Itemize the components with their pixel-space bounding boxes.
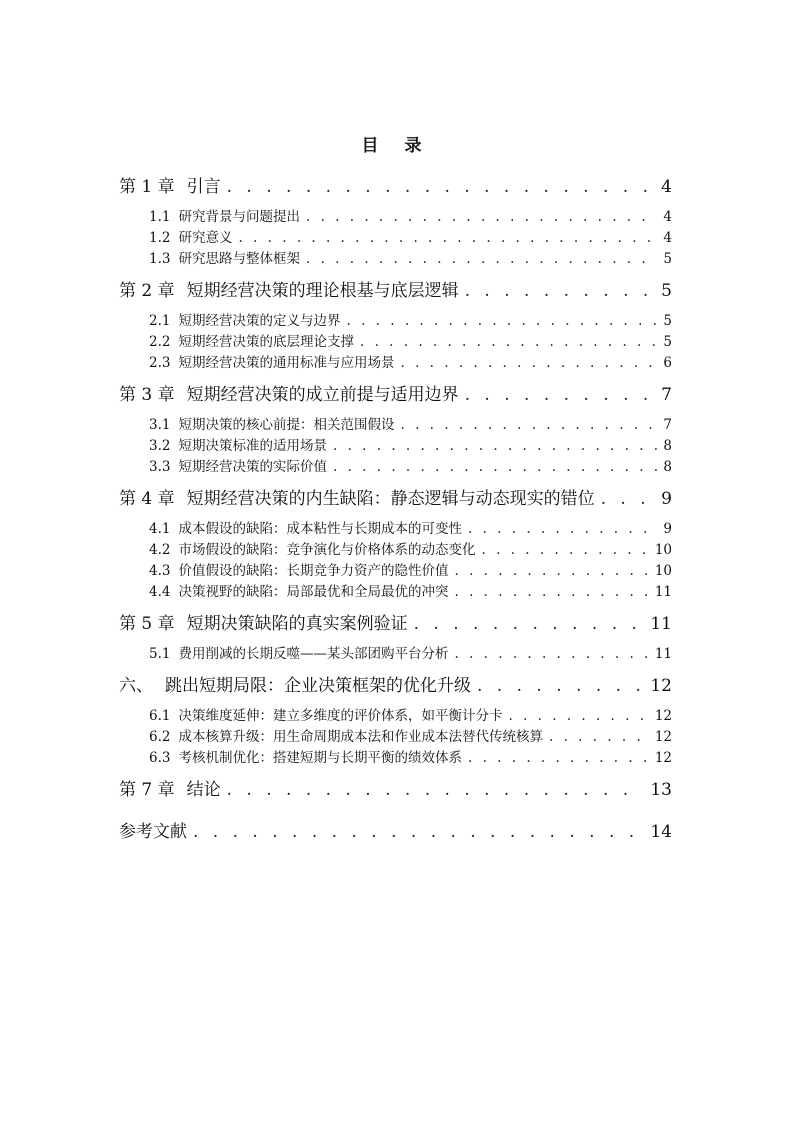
toc-section-1-1[interactable] (149, 205, 672, 225)
dot-leader (454, 646, 648, 662)
entry-title: 价值假设的缺陷：长期竞争力资产的隐性价值 (178, 563, 449, 579)
toc-section-6-1[interactable] (149, 704, 672, 724)
entry-number: 3.2 (149, 438, 171, 454)
entry-title: 短期决策的核心前提：相关范围假设 (178, 417, 395, 433)
toc-title: 目 录 (361, 136, 432, 156)
dot-leader (414, 614, 645, 634)
dot-leader (454, 563, 648, 579)
entry-page: 13 (650, 780, 672, 800)
dot-leader (360, 334, 657, 350)
toc-chapter-4[interactable] (119, 484, 672, 509)
dot-leader (400, 417, 657, 433)
entry-page: 7 (663, 417, 672, 433)
entry-title: 费用削减的长期反噬——某头部团购平台分析 (178, 646, 449, 662)
entry-number: 第 1 章 (119, 177, 175, 197)
entry-page: 11 (654, 646, 672, 662)
entry-number: 4.3 (149, 563, 171, 579)
entry-number: 1.1 (149, 209, 171, 225)
dot-leader (238, 230, 657, 246)
entry-number: 4.2 (149, 542, 171, 558)
dot-leader (601, 489, 656, 509)
entry-number: 6.2 (149, 729, 171, 745)
entry-number: 第 3 章 (119, 385, 175, 405)
dot-leader (333, 459, 657, 475)
dot-leader (465, 281, 656, 301)
entry-title: 决策维度延伸：建立多维度的评价体系，如平衡计分卡 (178, 708, 503, 724)
toc-section-4-3[interactable] (149, 559, 672, 579)
entry-title: 成本假设的缺陷：成本粘性与长期成本的可变性 (178, 521, 462, 537)
entry-number: 3.3 (149, 459, 171, 475)
entry-page: 12 (654, 729, 672, 745)
entry-number: 4.4 (149, 584, 171, 600)
entry-title: 成本核算升级：用生命周期成本法和作业成本法替代传统核算 (178, 729, 543, 745)
entry-number: 6.1 (149, 708, 171, 724)
entry-title: 结论 (186, 780, 221, 800)
entry-number: 第 5 章 (119, 614, 175, 634)
toc-chapter-6[interactable] (119, 671, 672, 696)
entry-title: 研究意义 (178, 230, 233, 246)
entry-number: 第 4 章 (119, 489, 175, 509)
entry-page: 11 (650, 614, 672, 634)
toc-chapter-7[interactable] (119, 775, 672, 800)
entry-page: 4 (663, 230, 672, 246)
entry-title: 短期决策缺陷的真实案例验证 (186, 614, 408, 634)
entry-number: 5.1 (149, 646, 171, 662)
entry-number: 2.3 (149, 355, 171, 371)
entry-page: 9 (663, 521, 672, 537)
toc-section-1-3[interactable] (149, 247, 672, 267)
entry-title: 短期经营决策的实际价值 (178, 459, 327, 475)
entry-number: 第 2 章 (119, 281, 175, 301)
dot-leader (468, 521, 657, 537)
dot-leader (465, 385, 656, 405)
dot-leader (227, 780, 645, 800)
entry-title: 市场假设的缺陷：竞争演化与价格体系的动态变化 (178, 542, 476, 558)
toc-section-3-1[interactable] (149, 413, 672, 433)
dot-leader (481, 542, 648, 558)
entry-page: 10 (654, 563, 672, 579)
dot-leader (468, 750, 649, 766)
entry-page: 8 (663, 438, 672, 454)
toc-section-6-3[interactable] (149, 746, 672, 766)
entry-number: 6.3 (149, 750, 171, 766)
toc-section-2-3[interactable] (149, 351, 672, 371)
entry-title: 短期经营决策的成立前提与适用边界 (186, 385, 459, 405)
entry-page: 14 (650, 822, 672, 842)
toc-chapter-5[interactable] (119, 609, 672, 634)
toc-section-2-2[interactable] (149, 330, 672, 350)
entry-page: 6 (663, 355, 672, 371)
entry-title: 短期经营决策的定义与边界 (178, 313, 341, 329)
entry-number: 2.2 (149, 334, 171, 350)
toc-section-4-1[interactable] (149, 517, 672, 537)
toc-chapter-2[interactable] (119, 276, 672, 301)
dot-leader (454, 584, 648, 600)
toc-references[interactable] (119, 817, 672, 842)
dot-leader (549, 729, 649, 745)
dot-leader (346, 313, 657, 329)
entry-page: 11 (654, 584, 672, 600)
entry-title: 跳出短期局限：企业决策框架的优化升级 (165, 676, 471, 696)
entry-number: 1.2 (149, 230, 171, 246)
toc-section-5-1[interactable] (149, 642, 672, 662)
entry-title: 引言 (186, 177, 221, 197)
dot-leader (227, 177, 656, 197)
toc-section-1-2[interactable] (149, 226, 672, 246)
entry-title: 短期经营决策的底层理论支撑 (178, 334, 354, 350)
toc-chapter-1[interactable] (119, 172, 672, 197)
entry-page: 7 (661, 385, 672, 405)
entry-title: 研究背景与问题提出 (178, 209, 300, 225)
entry-number: 3.1 (149, 417, 171, 433)
entry-page: 12 (650, 676, 672, 696)
entry-page: 4 (663, 209, 672, 225)
toc-section-4-2[interactable] (149, 538, 672, 558)
entry-number: 1.3 (149, 251, 171, 267)
dot-leader (400, 355, 657, 371)
entry-page: 5 (663, 334, 672, 350)
dot-leader (193, 822, 644, 842)
entry-title: 参考文献 (119, 822, 187, 842)
entry-page: 10 (654, 542, 672, 558)
entry-title: 短期经营决策的内生缺陷：静态逻辑与动态现实的错位 (186, 489, 595, 509)
entry-page: 12 (654, 750, 672, 766)
toc-section-3-3[interactable] (149, 455, 672, 475)
toc-section-3-2[interactable] (149, 434, 672, 454)
dot-leader (477, 676, 644, 696)
entry-title: 考核机制优化：搭建短期与长期平衡的绩效体系 (178, 750, 462, 766)
entry-number: 第 7 章 (119, 780, 175, 800)
entry-number: 2.1 (149, 313, 171, 329)
toc-chapter-3[interactable] (119, 380, 672, 405)
toc-section-2-1[interactable] (149, 309, 672, 329)
entry-title: 短期经营决策的通用标准与应用场景 (178, 355, 395, 371)
toc-section-4-4[interactable] (149, 580, 672, 600)
entry-title: 短期经营决策的理论根基与底层逻辑 (186, 281, 459, 301)
dot-leader (333, 438, 657, 454)
dot-leader (508, 708, 648, 724)
dot-leader (306, 251, 657, 267)
entry-number: 六、 (119, 676, 153, 696)
entry-page: 12 (654, 708, 672, 724)
toc-section-6-2[interactable] (149, 725, 672, 745)
entry-title: 决策视野的缺陷：局部最优和全局最优的冲突 (178, 584, 449, 600)
entry-title: 研究思路与整体框架 (178, 251, 300, 267)
entry-number: 4.1 (149, 521, 171, 537)
entry-page: 5 (661, 281, 672, 301)
entry-title: 短期决策标准的适用场景 (178, 438, 327, 454)
entry-page: 5 (663, 313, 672, 329)
dot-leader (306, 209, 657, 225)
entry-page: 8 (663, 459, 672, 475)
entry-page: 5 (663, 251, 672, 267)
entry-page: 9 (661, 489, 672, 509)
entry-page: 4 (661, 177, 672, 197)
